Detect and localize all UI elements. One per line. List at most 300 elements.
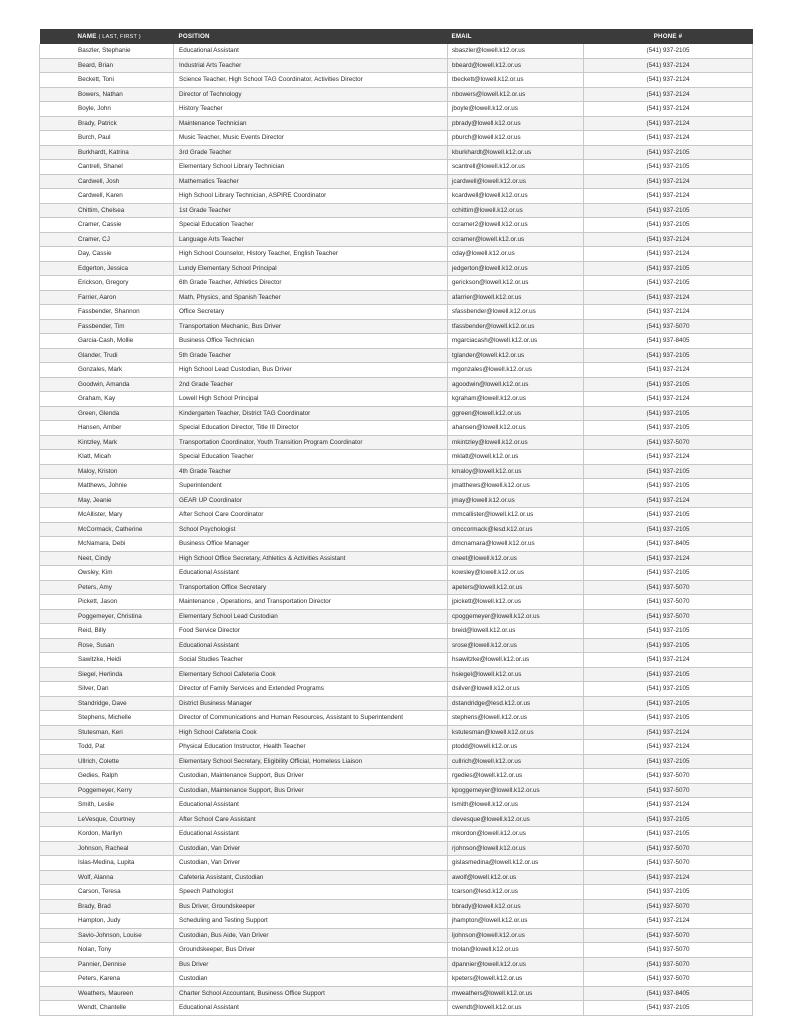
name-cell: Garcia-Cash, Mollie [40, 334, 174, 349]
name-cell: Poggemeyer, Kerry [40, 783, 174, 798]
email-cell[interactable]: dstandridge@lesd.k12.or.us [448, 696, 584, 711]
email-cell[interactable]: cpoggemeyer@lowell.k12.or.us [448, 609, 584, 624]
phone-cell: (541) 937-2124 [584, 740, 753, 755]
table-row [40, 972, 753, 987]
email-cell[interactable]: cday@lowell.k12.or.us [448, 247, 584, 262]
phone-cell: (541) 937-2105 [584, 276, 753, 291]
phone-cell: (541) 937-2105 [584, 160, 753, 175]
phone-cell: (541) 937-2105 [584, 464, 753, 479]
phone-cell: (541) 937-2124 [584, 102, 753, 117]
position-cell: Educational Assistant [174, 44, 448, 58]
position-cell: High School Cafeteria Cook [174, 725, 448, 740]
name-cell: Johnson, Racheal [40, 841, 174, 856]
position-cell: Science Teacher, High School TAG Coordinator, Activities Director [174, 73, 448, 88]
phone-cell: (541) 937-2105 [584, 885, 753, 900]
email-cell[interactable]: tfassbender@lowell.k12.or.us [448, 319, 584, 334]
table-row [40, 305, 753, 320]
position-cell: Transportation Coordinator, Youth Transition Program Coordinator [174, 435, 448, 450]
position-cell: 5th Grade Teacher [174, 348, 448, 363]
table-row [40, 1001, 753, 1016]
table-row [40, 667, 753, 682]
email-cell[interactable]: stephens@lowell.k12.or.us [448, 711, 584, 726]
table-row [40, 624, 753, 639]
position-cell: Custodian, Maintenance Support, Bus Driver [174, 783, 448, 798]
email-cell[interactable]: hsiegel@lowell.k12.or.us [448, 667, 584, 682]
position-cell: 2nd Grade Teacher [174, 377, 448, 392]
table-row [40, 856, 753, 871]
table-row [40, 827, 753, 842]
email-cell[interactable]: kcardwell@lowell.k12.or.us [448, 189, 584, 204]
email-cell[interactable]: mkordon@lowell.k12.or.us [448, 827, 584, 842]
position-cell: Custodian, Van Driver [174, 841, 448, 856]
position-cell: Educational Assistant [174, 638, 448, 653]
table-row [40, 609, 753, 624]
email-cell[interactable]: cchittim@lowell.k12.or.us [448, 203, 584, 218]
table-row [40, 218, 753, 233]
table-row [40, 522, 753, 537]
email-cell[interactable]: srose@lowell.k12.or.us [448, 638, 584, 653]
email-cell[interactable]: mgarciacash@lowell.k12.or.us [448, 334, 584, 349]
phone-cell: (541) 937-8405 [584, 334, 753, 349]
phone-cell: (541) 937-2105 [584, 711, 753, 726]
table-row [40, 653, 753, 668]
email-cell[interactable]: kpeters@lowell.k12.or.us [448, 972, 584, 987]
position-cell: Transportation Office Secretary [174, 580, 448, 595]
email-cell[interactable]: jpickett@lowell.k12.or.us [448, 595, 584, 610]
phone-cell: (541) 937-5070 [584, 928, 753, 943]
position-cell: Custodian, Maintenance Support, Bus Driver [174, 769, 448, 784]
phone-cell: (541) 937-2124 [584, 290, 753, 305]
name-cell: Fassbender, Shannon [40, 305, 174, 320]
name-cell: Burch, Paul [40, 131, 174, 146]
name-cell: Islas-Medina, Lupita [40, 856, 174, 871]
position-cell: District Business Manager [174, 696, 448, 711]
position-cell: Elementary School Cafeteria Cook [174, 667, 448, 682]
phone-cell: (541) 937-2124 [584, 58, 753, 73]
email-cell[interactable]: kburkhardt@lowell.k12.or.us [448, 145, 584, 160]
position-cell: Elementary School Lead Custodian [174, 609, 448, 624]
phone-cell: (541) 937-2124 [584, 73, 753, 88]
name-cell: Wolf, Alanna [40, 870, 174, 885]
name-cell: Poggemeyer, Christina [40, 609, 174, 624]
name-cell: Standridge, Dave [40, 696, 174, 711]
column-header-name [40, 29, 174, 44]
phone-cell: (541) 937-5070 [584, 856, 753, 871]
name-cell: Pickett, Jason [40, 595, 174, 610]
table-row [40, 537, 753, 552]
table-row [40, 290, 753, 305]
position-cell: 1st Grade Teacher [174, 203, 448, 218]
name-cell: Farrier, Aaron [40, 290, 174, 305]
name-cell: Hansen, Amber [40, 421, 174, 436]
table-row [40, 87, 753, 102]
position-cell: Transportation Mechanic, Bus Driver [174, 319, 448, 334]
table-row [40, 116, 753, 131]
phone-cell: (541) 937-2105 [584, 377, 753, 392]
position-cell: Math, Physics, and Spanish Teacher [174, 290, 448, 305]
email-cell[interactable]: tbeckett@lowell.k12.or.us [448, 73, 584, 88]
position-cell: Office Secretary [174, 305, 448, 320]
email-cell[interactable]: jboyle@lowell.k12.or.us [448, 102, 584, 117]
position-cell: Director of Technology [174, 87, 448, 102]
phone-cell: (541) 937-5070 [584, 609, 753, 624]
position-cell: Director of Communications and Human Resources, Assistant to Superintendent [174, 711, 448, 726]
name-cell: Brady, Patrick [40, 116, 174, 131]
staff-table [39, 29, 753, 1016]
phone-cell: (541) 937-2124 [584, 653, 753, 668]
phone-cell: (541) 937-2124 [584, 131, 753, 146]
phone-cell: (541) 937-2105 [584, 218, 753, 233]
table-row [40, 73, 753, 88]
table-row [40, 319, 753, 334]
position-cell: Elementary School Secretary, Eligibility Official, Homeless Liaison [174, 754, 448, 769]
email-cell[interactable]: kmaloy@lowell.k12.or.us [448, 464, 584, 479]
phone-cell: (541) 937-2124 [584, 363, 753, 378]
table-row [40, 798, 753, 813]
name-cell: Savio-Johnson, Louise [40, 928, 174, 943]
table-row [40, 914, 753, 929]
table-row [40, 783, 753, 798]
position-cell: Business Office Manager [174, 537, 448, 552]
phone-cell: (541) 937-2124 [584, 247, 753, 262]
name-cell: Kintzley, Mark [40, 435, 174, 450]
name-cell: Cardwell, Josh [40, 174, 174, 189]
phone-cell: (541) 937-5070 [584, 595, 753, 610]
name-cell: Burkhardt, Katrina [40, 145, 174, 160]
email-cell[interactable]: bbrady@lowell.k12.or.us [448, 899, 584, 914]
email-cell[interactable]: ggreen@lowell.k12.or.us [448, 406, 584, 421]
email-cell[interactable]: tcarson@lesd.k12.or.us [448, 885, 584, 900]
email-cell[interactable]: afarrier@lowell.k12.or.us [448, 290, 584, 305]
phone-cell: (541) 937-5070 [584, 943, 753, 958]
name-cell: Wendt, Chantelle [40, 1001, 174, 1016]
position-cell: After School Care Assistant [174, 812, 448, 827]
table-row [40, 769, 753, 784]
email-cell[interactable]: dsilver@lowell.k12.or.us [448, 682, 584, 697]
phone-cell: (541) 937-2124 [584, 392, 753, 407]
phone-cell: (541) 937-2124 [584, 450, 753, 465]
name-cell: Siegel, Herlinda [40, 667, 174, 682]
position-cell: School Psychologist [174, 522, 448, 537]
table-row [40, 348, 753, 363]
table-row [40, 160, 753, 175]
position-cell: Kindergarten Teacher, District TAG Coordinator [174, 406, 448, 421]
phone-cell: (541) 937-2105 [584, 406, 753, 421]
table-row [40, 377, 753, 392]
position-cell: Social Studies Teacher [174, 653, 448, 668]
email-cell[interactable]: cullrich@lowell.k12.or.us [448, 754, 584, 769]
email-cell[interactable]: jhampton@lowell.k12.or.us [448, 914, 584, 929]
name-cell: Peters, Amy [40, 580, 174, 595]
name-cell: Cramer, Cassie [40, 218, 174, 233]
email-cell[interactable]: jmay@lowell.k12.or.us [448, 493, 584, 508]
phone-cell: (541) 937-2105 [584, 203, 753, 218]
email-cell[interactable]: apeters@lowell.k12.or.us [448, 580, 584, 595]
name-cell: McAllister, Mary [40, 508, 174, 523]
position-cell: Superintendent [174, 479, 448, 494]
name-cell: Silver, Dan [40, 682, 174, 697]
position-cell: Speech Pathologist [174, 885, 448, 900]
phone-cell: (541) 937-2124 [584, 798, 753, 813]
name-cell: Day, Cassie [40, 247, 174, 262]
phone-cell: (541) 937-2105 [584, 479, 753, 494]
name-cell: Green, Glenda [40, 406, 174, 421]
name-cell: Boyle, John [40, 102, 174, 117]
email-cell[interactable]: ljohnson@lowell.k12.or.us [448, 928, 584, 943]
table-row [40, 232, 753, 247]
phone-cell: (541) 937-2105 [584, 667, 753, 682]
phone-cell: (541) 937-8405 [584, 537, 753, 552]
email-cell[interactable]: agoodwin@lowell.k12.or.us [448, 377, 584, 392]
name-cell: Stephens, Michelle [40, 711, 174, 726]
email-cell[interactable]: bbeard@lowell.k12.or.us [448, 58, 584, 73]
name-cell: Glander, Trudi [40, 348, 174, 363]
email-cell[interactable]: dpannier@lowell.k12.or.us [448, 957, 584, 972]
email-cell[interactable]: ahansen@lowell.k12.or.us [448, 421, 584, 436]
phone-cell: (541) 937-2105 [584, 682, 753, 697]
name-header-label: NAME [77, 33, 97, 40]
name-cell: Ullrich, Colette [40, 754, 174, 769]
phone-cell: (541) 937-2124 [584, 189, 753, 204]
email-cell[interactable]: jmatthews@lowell.k12.or.us [448, 479, 584, 494]
position-cell: Educational Assistant [174, 827, 448, 842]
phone-cell: (541) 937-2105 [584, 827, 753, 842]
position-cell: Bus Driver, Groundskeeper [174, 899, 448, 914]
name-cell: Weathers, Maureen [40, 986, 174, 1001]
email-cell[interactable]: mklatt@lowell.k12.or.us [448, 450, 584, 465]
position-cell: Custodian, Van Driver [174, 856, 448, 871]
position-cell: Director of Family Services and Extended Programs [174, 682, 448, 697]
header-row [40, 29, 753, 44]
email-cell[interactable]: jcardwell@lowell.k12.or.us [448, 174, 584, 189]
phone-cell: (541) 937-2105 [584, 566, 753, 581]
name-cell: Goodwin, Amanda [40, 377, 174, 392]
position-cell: Business Office Technician [174, 334, 448, 349]
table-row [40, 102, 753, 117]
email-cell[interactable]: nbowers@lowell.k12.or.us [448, 87, 584, 102]
name-cell: Owsley, Kim [40, 566, 174, 581]
name-cell: Bowers, Nathan [40, 87, 174, 102]
position-cell: High School Library Technician, ASPIRE Coordinator [174, 189, 448, 204]
name-cell: Beard, Brian [40, 58, 174, 73]
email-cell[interactable]: sfassbender@lowell.k12.or.us [448, 305, 584, 320]
name-cell: Pannier, Dennise [40, 957, 174, 972]
table-body [40, 44, 753, 1015]
table-row [40, 595, 753, 610]
phone-cell: (541) 937-5070 [584, 769, 753, 784]
position-cell: High School Counselor, History Teacher, English Teacher [174, 247, 448, 262]
email-cell[interactable]: kgraham@lowell.k12.or.us [448, 392, 584, 407]
table-row [40, 58, 753, 73]
phone-cell: (541) 937-2105 [584, 696, 753, 711]
table-row [40, 566, 753, 581]
phone-cell: (541) 937-5070 [584, 972, 753, 987]
name-cell: Erickson, Gregory [40, 276, 174, 291]
position-cell: Maintenance Technician [174, 116, 448, 131]
position-cell: Custodian, Bus Aide, Van Driver [174, 928, 448, 943]
table-header [40, 29, 753, 44]
name-cell: Fassbender, Tim [40, 319, 174, 334]
table-row [40, 943, 753, 958]
table-row [40, 551, 753, 566]
table-row [40, 725, 753, 740]
email-cell[interactable]: mkintzley@lowell.k12.or.us [448, 435, 584, 450]
position-cell: After School Care Coordinator [174, 508, 448, 523]
email-cell[interactable]: cneet@lowell.k12.or.us [448, 551, 584, 566]
name-cell: May, Jeanie [40, 493, 174, 508]
phone-cell: (541) 937-2124 [584, 116, 753, 131]
table-row [40, 479, 753, 494]
phone-cell: (541) 937-2124 [584, 232, 753, 247]
table-row [40, 406, 753, 421]
position-cell: Educational Assistant [174, 798, 448, 813]
phone-cell: (541) 937-2105 [584, 508, 753, 523]
name-cell: Neet, Cindy [40, 551, 174, 566]
email-cell[interactable]: rjohnson@lowell.k12.or.us [448, 841, 584, 856]
email-cell[interactable]: gerickson@lowell.k12.or.us [448, 276, 584, 291]
email-cell[interactable]: hsawitzke@lowell.k12.or.us [448, 653, 584, 668]
email-cell[interactable]: sbaszler@lowell.k12.or.us [448, 44, 584, 58]
position-cell: Groundskeeper, Bus Driver [174, 943, 448, 958]
position-cell: Special Education Director, Title III Director [174, 421, 448, 436]
name-header-hint: ( LAST, FIRST ) [98, 34, 141, 40]
name-cell: Edgerton, Jessica [40, 261, 174, 276]
phone-cell: (541) 937-2105 [584, 348, 753, 363]
position-cell: Bus Driver [174, 957, 448, 972]
phone-cell: (541) 937-5070 [584, 319, 753, 334]
phone-cell: (541) 937-2124 [584, 87, 753, 102]
position-cell: 4th Grade Teacher [174, 464, 448, 479]
phone-cell: (541) 937-2124 [584, 174, 753, 189]
table-row [40, 885, 753, 900]
email-cell[interactable]: mmcallister@lowell.k12.or.us [448, 508, 584, 523]
table-row [40, 464, 753, 479]
staff-directory [39, 29, 752, 1016]
position-cell: Lundy Elementary School Principal [174, 261, 448, 276]
name-cell: Smith, Leslie [40, 798, 174, 813]
position-cell: Language Arts Teacher [174, 232, 448, 247]
email-cell[interactable]: clevesque@lowell.k12.or.us [448, 812, 584, 827]
table-row [40, 957, 753, 972]
name-cell: Kordon, Marilyn [40, 827, 174, 842]
table-row [40, 899, 753, 914]
email-cell[interactable]: lsmith@lowell.k12.or.us [448, 798, 584, 813]
name-cell: Nolan, Tony [40, 943, 174, 958]
table-row [40, 131, 753, 146]
email-cell[interactable]: tnolan@lowell.k12.or.us [448, 943, 584, 958]
position-cell: 3rd Grade Teacher [174, 145, 448, 160]
position-cell: Physical Education Instructor, Health Teacher [174, 740, 448, 755]
position-cell: Food Service Director [174, 624, 448, 639]
email-cell[interactable]: cmccormack@lesd.k12.or.us [448, 522, 584, 537]
email-cell[interactable]: cwendt@lowell.k12.or.us [448, 1001, 584, 1016]
phone-cell: (541) 937-2124 [584, 914, 753, 929]
phone-cell: (541) 937-2105 [584, 638, 753, 653]
position-cell: Cafeteria Assistant, Custodian [174, 870, 448, 885]
table-row [40, 334, 753, 349]
phone-cell: (541) 937-2105 [584, 44, 753, 58]
table-row [40, 189, 753, 204]
email-cell[interactable]: kpoggemeyer@lowell.k12.or.us [448, 783, 584, 798]
position-cell: History Teacher [174, 102, 448, 117]
table-row [40, 435, 753, 450]
column-header-position: POSITION [178, 33, 210, 40]
email-cell[interactable]: rgedies@lowell.k12.or.us [448, 769, 584, 784]
email-cell[interactable]: pburch@lowell.k12.or.us [448, 131, 584, 146]
phone-cell: (541) 937-2105 [584, 754, 753, 769]
email-cell[interactable]: kowsley@lowell.k12.or.us [448, 566, 584, 581]
email-cell[interactable]: ccramer@lowell.k12.or.us [448, 232, 584, 247]
phone-cell: (541) 937-5070 [584, 580, 753, 595]
table-row [40, 754, 753, 769]
position-cell: Educational Assistant [174, 1001, 448, 1016]
name-cell: Maloy, Kriston [40, 464, 174, 479]
phone-cell: (541) 937-2105 [584, 145, 753, 160]
name-cell: Baszler, Stephanie [40, 44, 174, 58]
position-cell: High School Lead Custodian, Bus Driver [174, 363, 448, 378]
table-row [40, 928, 753, 943]
email-cell[interactable]: ptodd@lowell.k12.or.us [448, 740, 584, 755]
table-row [40, 421, 753, 436]
email-cell[interactable]: tglander@lowell.k12.or.us [448, 348, 584, 363]
table-row [40, 580, 753, 595]
email-cell[interactable]: dmcnamara@lowell.k12.or.us [448, 537, 584, 552]
position-cell: Scheduling and Testing Support [174, 914, 448, 929]
name-cell: Matthews, Johnie [40, 479, 174, 494]
email-cell[interactable]: awolf@lowell.k12.or.us [448, 870, 584, 885]
table-row [40, 392, 753, 407]
position-cell: 6th Grade Teacher, Athletics Director [174, 276, 448, 291]
position-cell: Custodian [174, 972, 448, 987]
table-row [40, 450, 753, 465]
email-cell[interactable]: mweathers@lowell.k12.or.us [448, 986, 584, 1001]
name-cell: Cardwell, Karen [40, 189, 174, 204]
table-row [40, 682, 753, 697]
table-row [40, 986, 753, 1001]
name-cell: Cantrell, Shanel [40, 160, 174, 175]
position-cell: Industrial Arts Teacher [174, 58, 448, 73]
position-cell: Special Education Teacher [174, 218, 448, 233]
position-cell: Charter School Accountant, Business Office Support [174, 986, 448, 1001]
name-cell: Peters, Karena [40, 972, 174, 987]
table-row [40, 363, 753, 378]
phone-cell: (541) 937-5070 [584, 899, 753, 914]
email-cell[interactable]: kstutesman@lowell.k12.or.us [448, 725, 584, 740]
name-cell: Carson, Teresa [40, 885, 174, 900]
name-cell: Gonzales, Mark [40, 363, 174, 378]
email-cell[interactable]: scantrell@lowell.k12.or.us [448, 160, 584, 175]
position-cell: Mathematics Teacher [174, 174, 448, 189]
email-cell[interactable]: jedgerton@lowell.k12.or.us [448, 261, 584, 276]
name-cell: Cramer, CJ [40, 232, 174, 247]
email-cell[interactable]: ccramer2@lowell.k12.or.us [448, 218, 584, 233]
table-row [40, 493, 753, 508]
table-row [40, 508, 753, 523]
position-cell: GEAR UP Coordinator [174, 493, 448, 508]
name-cell: Sawitzke, Heidi [40, 653, 174, 668]
phone-cell: (541) 937-2124 [584, 725, 753, 740]
email-cell[interactable]: breid@lowell.k12.or.us [448, 624, 584, 639]
email-cell[interactable]: mgonzales@lowell.k12.or.us [448, 363, 584, 378]
name-cell: Stutesman, Keri [40, 725, 174, 740]
position-cell: High School Office Secretary, Athletics & Activities Assistant [174, 551, 448, 566]
email-cell[interactable]: pbrady@lowell.k12.or.us [448, 116, 584, 131]
table-row [40, 711, 753, 726]
name-cell: McCormack, Catherine [40, 522, 174, 537]
table-row [40, 261, 753, 276]
email-cell[interactable]: gislasmedina@lowell.k12.or.us [448, 856, 584, 871]
phone-cell: (541) 937-2105 [584, 1001, 753, 1016]
